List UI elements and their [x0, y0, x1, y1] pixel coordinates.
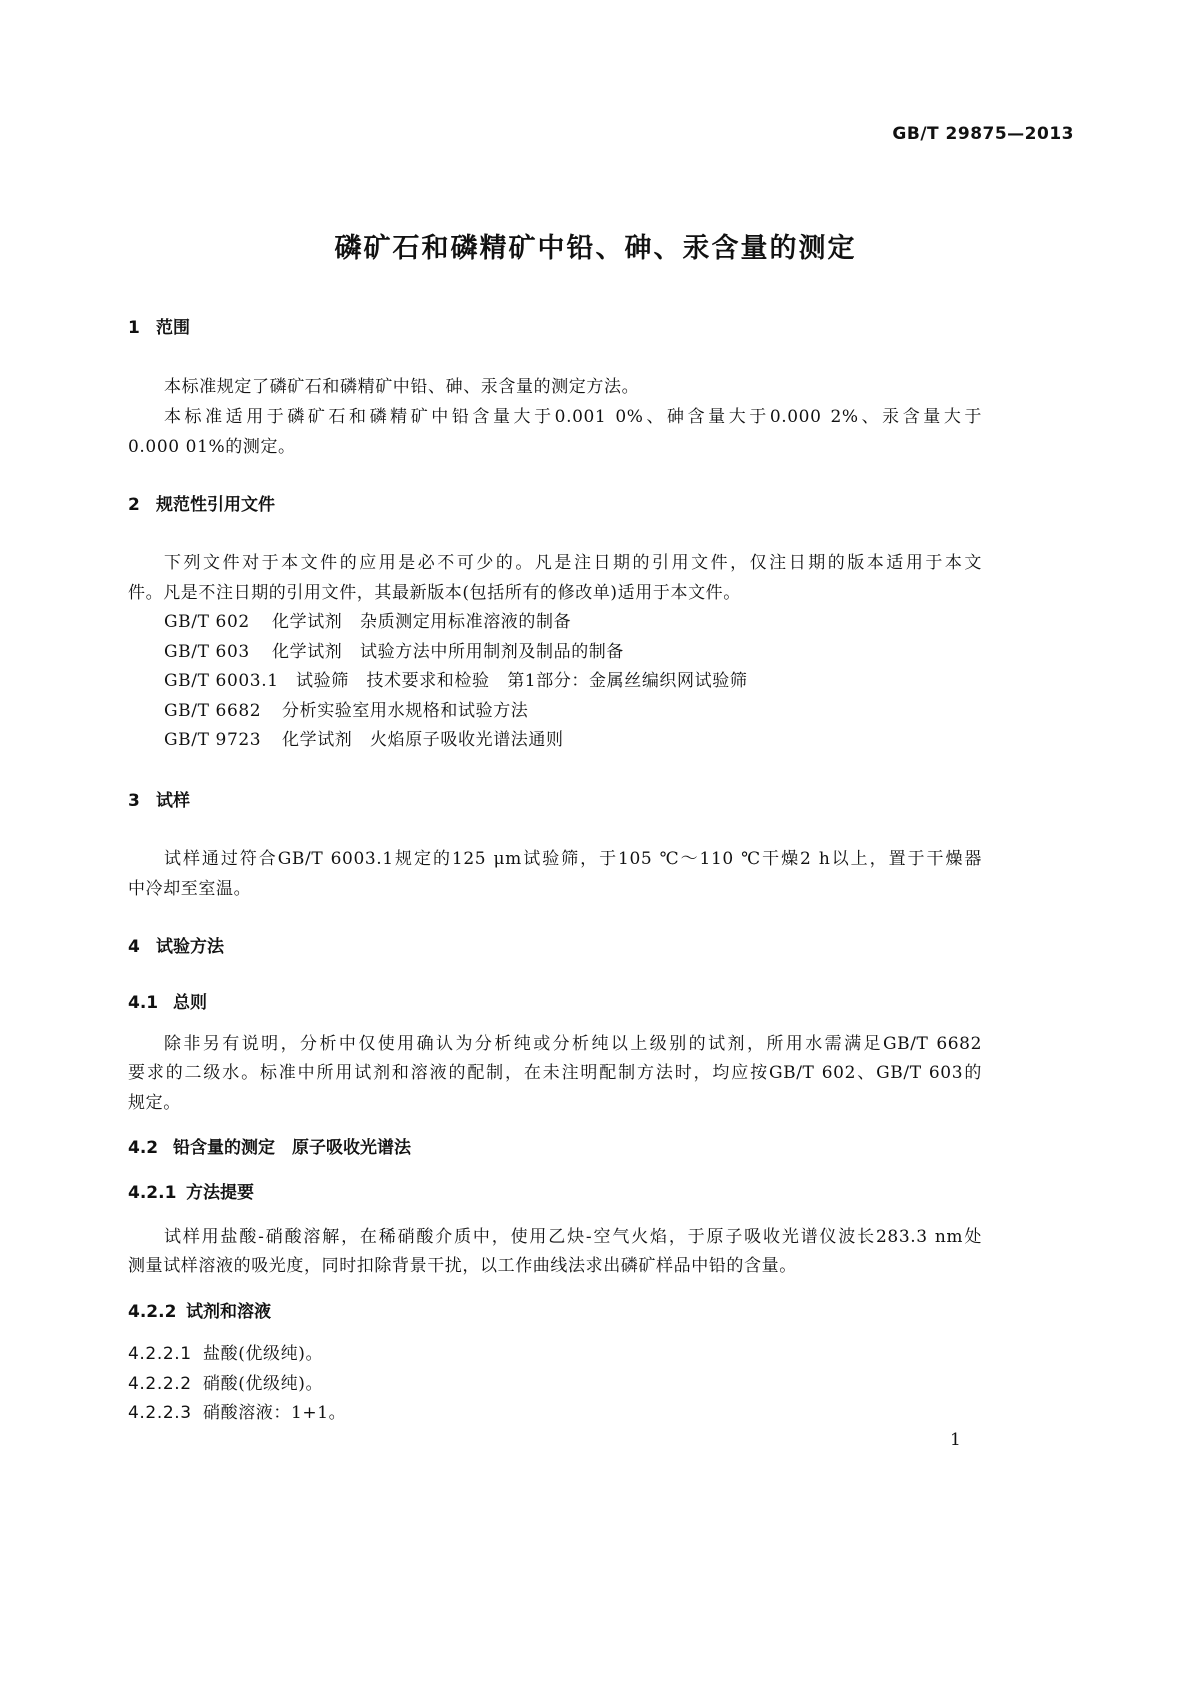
reference-code: GB/T 6682	[164, 701, 262, 721]
list-item	[128, 1369, 323, 1394]
reference-title: 分析实验室用水规格和试验方法	[282, 701, 529, 721]
list-item	[128, 1339, 323, 1364]
section-4-heading	[128, 932, 224, 957]
reference-title: 化学试剂 试验方法中所用制剂及制品的制备	[272, 642, 624, 662]
paragraph-line: 试样通过符合GB/T 6003.1规定的125 μm试验筛，于105 ℃～110 ℃干燥2 h以上，置于干燥器	[164, 849, 982, 869]
paragraph-line: 本标准适用于磷矿石和磷精矿中铅含量大于0.001 0%、砷含量大于0.000 2%、汞含量大于	[164, 407, 982, 427]
reference-title: 化学试剂 杂质测定用标准溶液的制备	[272, 612, 572, 632]
document-title: 磷矿石和磷精矿中铅、砷、汞含量的测定	[334, 233, 857, 264]
page-number: 1	[950, 1430, 961, 1450]
section-title: 试剂和溶液	[186, 1302, 271, 1322]
reference-code: GB/T 9723	[164, 730, 262, 750]
reference-item	[164, 666, 747, 691]
paragraph-line: 规定。	[128, 1093, 181, 1113]
section-number: 4.1	[128, 993, 159, 1013]
item-number: 4.2.2.2	[128, 1374, 192, 1394]
section-1-heading	[128, 313, 190, 338]
section-3-heading	[128, 786, 190, 811]
paragraph-line: 除非另有说明，分析中仅使用确认为分析纯或分析纯以上级别的试剂，所用水需满足GB/T 6682	[164, 1034, 982, 1054]
section-title: 方法提要	[186, 1183, 254, 1203]
section-title: 试验方法	[156, 937, 224, 957]
reference-item	[164, 696, 528, 721]
section-title: 铅含量的测定 原子吸收光谱法	[173, 1138, 411, 1158]
section-number: 2	[128, 495, 140, 515]
reference-title: 化学试剂 火焰原子吸收光谱法通则	[282, 730, 564, 750]
section-number: 4.2.2	[128, 1302, 177, 1322]
subsection-4-1-heading	[128, 988, 207, 1013]
item-text: 盐酸(优级纯)。	[203, 1344, 324, 1364]
item-number: 4.2.2.3	[128, 1403, 192, 1423]
reference-item	[164, 607, 571, 632]
item-text: 硝酸溶液：1+1。	[203, 1403, 347, 1423]
subsection-4-2-heading	[128, 1133, 411, 1158]
section-2-heading	[128, 490, 275, 515]
paragraph-line: 测量试样溶液的吸光度，同时扣除背景干扰，以工作曲线法求出磷矿样品中铅的含量。	[128, 1256, 797, 1276]
section-number: 3	[128, 791, 140, 811]
section-number: 4	[128, 937, 140, 957]
section-number: 4.2.1	[128, 1183, 177, 1203]
section-title: 规范性引用文件	[156, 495, 275, 515]
item-number: 4.2.2.1	[128, 1344, 192, 1364]
subsection-4-2-1-heading	[128, 1178, 254, 1203]
paragraph-line: 件。凡是不注日期的引用文件，其最新版本(包括所有的修改单)适用于本文件。	[128, 583, 741, 603]
reference-item	[164, 637, 624, 662]
standard-code: GB/T 29875—2013	[892, 124, 1074, 144]
section-title: 范围	[156, 318, 190, 338]
subsection-4-2-2-heading	[128, 1297, 271, 1322]
paragraph-line: 要求的二级水。标准中所用试剂和溶液的配制，在未注明配制方法时，均应按GB/T 602、GB/T 603的	[128, 1063, 982, 1083]
paragraph: 本标准规定了磷矿石和磷精矿中铅、砷、汞含量的测定方法。	[164, 377, 640, 397]
paragraph-line: 试样用盐酸-硝酸溶解，在稀硝酸介质中，使用乙炔-空气火焰，于原子吸收光谱仪波长283.3 nm处	[164, 1227, 982, 1247]
list-item	[128, 1398, 346, 1423]
paragraph-line: 中冷却至室温。	[128, 879, 252, 899]
reference-title: 试验筛 技术要求和检验 第1部分：金属丝编织网试验筛	[296, 671, 748, 691]
paragraph-line: 0.000 01%的测定。	[128, 437, 296, 457]
paragraph-line: 下列文件对于本文件的应用是必不可少的。凡是注日期的引用文件，仅注日期的版本适用于本文	[164, 553, 982, 573]
item-text: 硝酸(优级纯)。	[203, 1374, 324, 1394]
section-number: 4.2	[128, 1138, 159, 1158]
reference-code: GB/T 6003.1	[164, 671, 279, 691]
reference-item	[164, 725, 564, 750]
section-number: 1	[128, 318, 140, 338]
section-title: 总则	[173, 993, 207, 1013]
reference-code: GB/T 603	[164, 642, 250, 662]
reference-code: GB/T 602	[164, 612, 250, 632]
section-title: 试样	[156, 791, 190, 811]
